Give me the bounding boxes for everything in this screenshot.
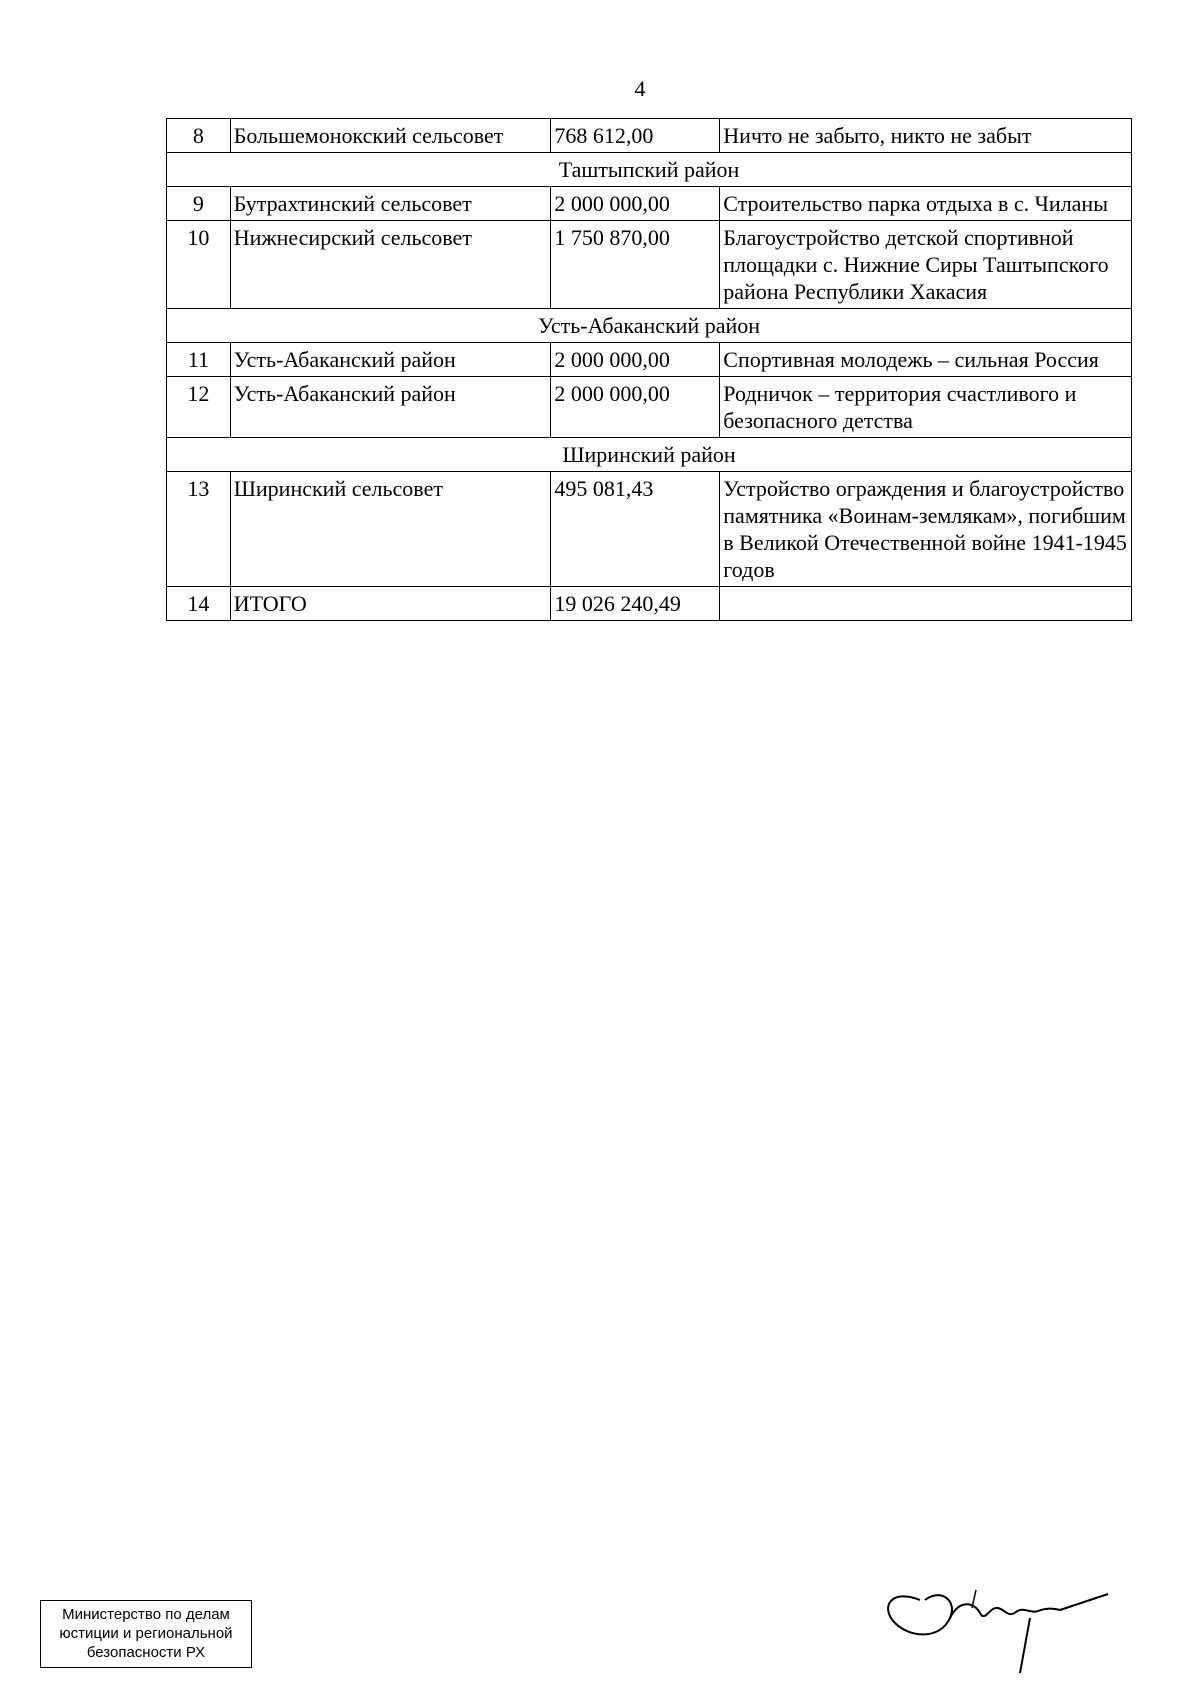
stamp-line-1: Министерство по делам: [62, 1606, 230, 1623]
handwritten-signature: [880, 1578, 1110, 1678]
amount-cell: 19 026 240,49: [551, 587, 720, 621]
table-row: [167, 187, 1132, 221]
table-body: [167, 119, 1132, 621]
table-row: [167, 377, 1132, 438]
table-row: [167, 587, 1132, 621]
district-title: Ширинский район: [167, 438, 1132, 472]
district-header-row: [167, 153, 1132, 187]
settlement-name-cell: Нижнесирский сельсовет: [230, 221, 551, 309]
row-number-cell: 12: [167, 377, 231, 438]
page-number: 4: [634, 76, 646, 101]
district-header-row: [167, 438, 1132, 472]
stamp-line-3: безопасности РХ: [86, 1644, 206, 1661]
table-row: [167, 472, 1132, 587]
row-number-cell: 13: [167, 472, 231, 587]
stamp-line-2: юстиции и региональной: [59, 1625, 233, 1642]
ministry-stamp: [40, 1600, 252, 1668]
project-name-cell: Ничто не забыто, никто не забыт: [720, 119, 1132, 153]
project-name-cell: Спортивная молодежь – сильная Россия: [720, 343, 1132, 377]
amount-cell: 2 000 000,00: [551, 343, 720, 377]
project-name-cell: Родничок – территория счастливого и безопасного детства: [720, 377, 1132, 438]
amount-cell: 768 612,00: [551, 119, 720, 153]
settlement-name-cell: Большемонокский сельсовет: [230, 119, 551, 153]
row-number-cell: 9: [167, 187, 231, 221]
table-row: [167, 119, 1132, 153]
settlement-name-cell: ИТОГО: [230, 587, 551, 621]
district-title: Таштыпский район: [167, 153, 1132, 187]
settlement-name-cell: Ширинский сельсовет: [230, 472, 551, 587]
projects-table: [166, 118, 1132, 621]
settlement-name-cell: Усть-Абаканский район: [230, 377, 551, 438]
settlement-name-cell: Бутрахтинский сельсовет: [230, 187, 551, 221]
table-row: [167, 221, 1132, 309]
project-name-cell: Строительство парка отдыха в с. Чиланы: [720, 187, 1132, 221]
amount-cell: 2 000 000,00: [551, 187, 720, 221]
row-number-cell: 8: [167, 119, 231, 153]
district-header-row: [167, 309, 1132, 343]
project-name-cell: Устройство ограждения и благоустройство памятника «Воинам-землякам», погибшим в Великой Отечественной войне 1941-1945 годов: [720, 472, 1132, 587]
amount-cell: 495 081,43: [551, 472, 720, 587]
row-number-cell: 10: [167, 221, 231, 309]
table-row: [167, 343, 1132, 377]
amount-cell: 2 000 000,00: [551, 377, 720, 438]
project-name-cell: Благоустройство детской спортивной площадки с. Нижние Сиры Таштыпского района Республики Хакасия: [720, 221, 1132, 309]
row-number-cell: 14: [167, 587, 231, 621]
project-name-cell: [720, 587, 1132, 621]
amount-cell: 1 750 870,00: [551, 221, 720, 309]
district-title: Усть-Абаканский район: [167, 309, 1132, 343]
settlement-name-cell: Усть-Абаканский район: [230, 343, 551, 377]
row-number-cell: 11: [167, 343, 231, 377]
